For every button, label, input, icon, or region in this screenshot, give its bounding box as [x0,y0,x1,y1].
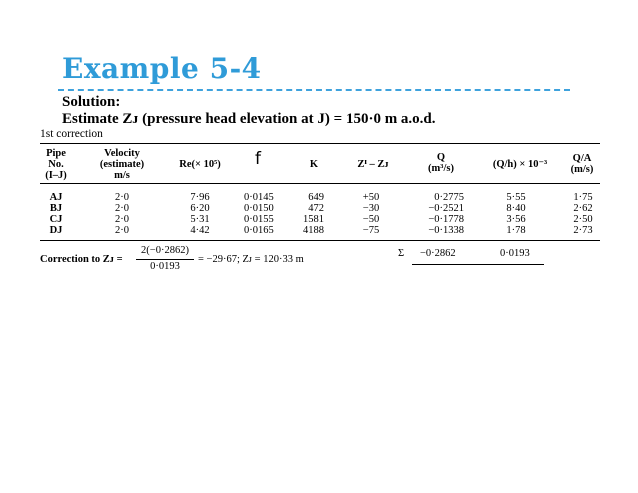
row-2-friction: 0·0150 [244,203,274,214]
row-2-head-difference: −30 [362,203,380,214]
row-1-reynolds: 7·96 [190,192,210,203]
row-3-k: 1581 [303,214,324,225]
header-head-difference: Zᴵ – Zᴊ [357,159,389,170]
row-1-flow: 0·2775 [434,192,464,203]
header-flow-q-line2: (m³/s) [428,163,454,174]
sum-flow: −0·2862 [420,248,456,259]
row-3-q-over-h: 3·56 [506,214,526,225]
row-3-pipe: CJ [49,214,63,225]
header-k: K [309,159,319,170]
row-4-flow: −0·1338 [428,225,464,236]
page-title: Example 5-4 [62,52,262,85]
row-3-q-over-a: 2·50 [573,214,593,225]
header-q-over-a-line2: (m/s) [570,164,594,175]
sum-q-over-h: 0·0193 [500,248,530,259]
row-1-friction: 0·0145 [244,192,274,203]
sum-underline [412,264,544,265]
row-3-velocity: 2·0 [115,214,129,225]
header-velocity-line1: Velocity [104,148,140,159]
header-q-over-a-line1: Q/A [572,153,592,164]
header-velocity-line3: m/s [114,170,130,181]
header-reynolds: Re(× 10⁵) [179,159,221,170]
row-4-pipe: DJ [49,225,63,236]
row-3-friction: 0·0155 [244,214,274,225]
table-header-rule [40,183,600,184]
header-flow-q-line1: Q [436,152,446,163]
row-1-q-over-h: 5·55 [506,192,526,203]
row-3-reynolds: 5·31 [190,214,210,225]
correction-fraction-bar [136,259,194,260]
row-2-velocity: 2·0 [115,203,129,214]
row-4-q-over-a: 2·73 [573,225,593,236]
correction-lhs: Correction to Zᴊ = [40,254,123,265]
row-2-k: 472 [308,203,324,214]
header-flow-q [416,152,466,174]
row-1-head-difference: +50 [362,192,380,203]
correction-label: 1st correction [40,128,103,140]
row-1-q-over-a: 1·75 [573,192,593,203]
row-4-k: 4188 [303,225,324,236]
row-1-pipe: AJ [49,192,63,203]
row-2-reynolds: 6·20 [190,203,210,214]
row-2-flow: −0·2521 [428,203,464,214]
row-4-q-over-h: 1·78 [506,225,526,236]
correction-numerator: 2(−0·2862) [141,245,189,256]
estimate-statement: Estimate Zᴊ (pressure head elevation at J) = 150·0 m a.o.d. [62,111,436,127]
sum-symbol: Σ [398,248,405,259]
header-pipe [38,148,74,181]
title-divider [58,89,570,91]
correction-result: = −29·67; Zᴊ = 120·33 m [198,254,304,265]
row-2-pipe: BJ [49,203,63,214]
header-velocity-line2: (estimate) [99,159,145,170]
header-pipe-line2: No. [48,159,64,170]
solution-label: Solution: [62,94,121,110]
correction-denominator: 0·0193 [150,261,180,272]
row-4-velocity: 2·0 [115,225,129,236]
row-2-q-over-h: 8·40 [506,203,526,214]
header-pipe-line1: Pipe [46,148,66,159]
header-q-over-a [562,153,602,175]
row-2-q-over-a: 2·62 [573,203,593,214]
header-q-over-h: (Q/h) × 10⁻³ [492,159,548,170]
row-4-friction: 0·0165 [244,225,274,236]
table-top-rule [40,143,600,144]
row-4-reynolds: 4·42 [190,225,210,236]
table-bottom-rule [40,240,600,241]
row-3-flow: −0·1778 [428,214,464,225]
header-friction-factor: f [255,149,261,169]
header-velocity [92,148,152,181]
row-4-head-difference: −75 [362,225,380,236]
row-1-k: 649 [308,192,324,203]
header-pipe-line3: (I–J) [45,170,67,181]
row-1-velocity: 2·0 [115,192,129,203]
row-3-head-difference: −50 [362,214,380,225]
